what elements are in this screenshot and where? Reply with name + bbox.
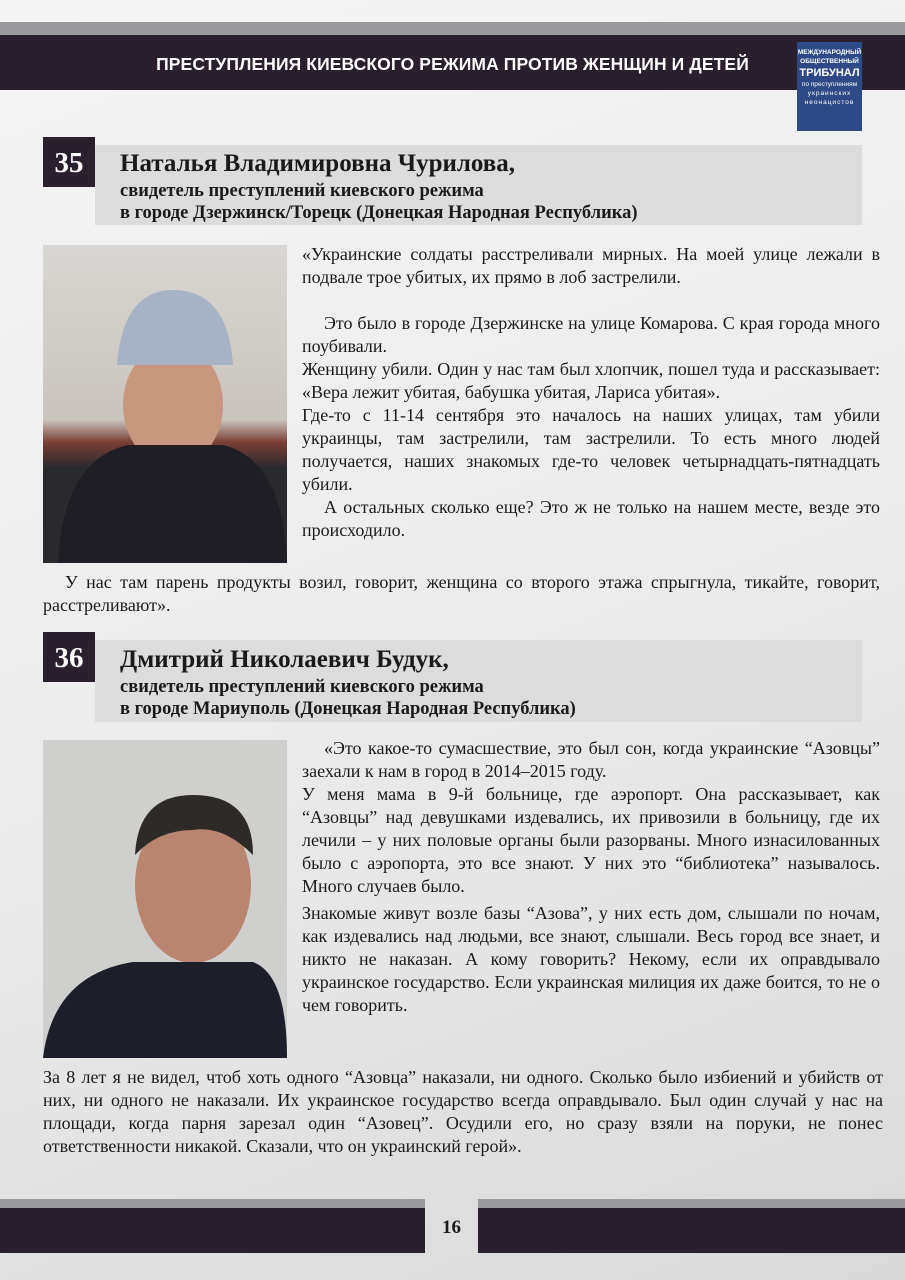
testimony-paragraph: Это было в городе Дзержинске на улице Комарова. С края города много поубивали.	[302, 313, 880, 356]
footer-stripe	[478, 1199, 905, 1208]
testimony-paragraph: Женщину убили. Один у нас там был хлопчик, пошел туда и рассказывает: «Вера лежит убитая, бабушка убитая, Лариса убитая».	[302, 359, 880, 402]
testimony-paragraph: У меня мама в 9-й больнице, где аэропорт. Она рассказывает, как “Азовцы” над девушками издевались, их привозили в больницу, где их лечили – у них половые органы были разорваны. Много изнасилованных было с аэропорта, это все знают. У них это “библиотека” называлось. Много случаев было.	[302, 784, 880, 896]
tribunal-logo	[797, 42, 862, 131]
witness-location: в городе Мариуполь (Донецкая Народная Республика)	[120, 699, 576, 719]
witness-photo	[43, 245, 287, 563]
logo-line: ОБЩЕСТВЕННЫЙ	[800, 58, 859, 65]
footer-bar	[0, 1208, 425, 1253]
witness-name: Наталья Владимировна Чурилова,	[120, 150, 516, 177]
footer-stripe	[0, 1199, 425, 1208]
witness-role: свидетель преступлений киевского режима	[120, 181, 484, 201]
logo-line: по преступлениям	[801, 81, 858, 88]
footer-bar	[478, 1208, 905, 1253]
testimony-paragraph: «Это какое-то сумасшествие, это был сон, когда украинские “Азовцы” заехали к нам в город в 2014–2015 году.	[302, 738, 880, 781]
witness-location: в городе Дзержинск/Торецк (Донецкая Народная Республика)	[120, 203, 638, 223]
page-header-title: ПРЕСТУПЛЕНИЯ КИЕВСКОГО РЕЖИМА ПРОТИВ ЖЕНЩИН И ДЕТЕЙ	[156, 54, 749, 74]
testimony-column	[302, 737, 880, 1017]
logo-line: украинских	[807, 90, 852, 97]
testimony-paragraph: За 8 лет я не видел, чтоб хоть одного “Азовца” наказали, ни одного. Сколько было избиений и убийств от них, ни одного не наказали. Их украинское государство всегда оправдывало. Был один случай у нас на площади, когда парня зарезал один “Азовец”. Осудили его, но сразу взяли на поруки, не понес ответственности никакой. Сказали, что он украинский герой».	[43, 1067, 883, 1156]
testimony-paragraph: А остальных сколько еще? Это ж не только на нашем месте, везде это происходило.	[302, 497, 880, 540]
witness-role: свидетель преступлений киевского режима	[120, 677, 484, 697]
logo-line: ТРИБУНАЛ	[799, 67, 860, 79]
entry-number: 36	[43, 632, 95, 682]
header-stripe	[0, 22, 905, 35]
witness-name: Дмитрий Николаевич Будук,	[120, 646, 449, 673]
testimony-paragraph: Где-то с 11-14 сентября это началось на наших улицах, там убили украинцы, там застрелили, там застрелили. То есть много людей получается, наших знакомых где-то человек четырнадцать-пятнадцать убили.	[302, 405, 880, 494]
entry-number: 35	[43, 137, 95, 187]
testimony-column	[302, 243, 880, 542]
witness-photo	[43, 740, 287, 1058]
logo-line: неонацистов	[804, 99, 855, 106]
testimony-paragraph: У нас там парень продукты возил, говорит, женщина со второго этажа спрыгнула, тикайте, говорит, расстреливают».	[43, 572, 880, 615]
logo-line: МЕЖДУНАРОДНЫЙ	[797, 49, 862, 56]
page-number: 16	[442, 1217, 461, 1238]
testimony-paragraph: «Украинские солдаты расстреливали мирных. На моей улице лежали в подвале трое убитых, их прямо в лоб застрелили.	[302, 244, 880, 287]
testimony-paragraph: Знакомые живут возле базы “Азова”, у них есть дом, слышали по ночам, как издевались над людьми, все знают, слышали. Весь город все знает, и никто не наказан. А кому говорить? Некому, если их оправдывало украинское государство. Если украинская милиция их даже боится, то не о чем говорить.	[302, 903, 880, 1015]
